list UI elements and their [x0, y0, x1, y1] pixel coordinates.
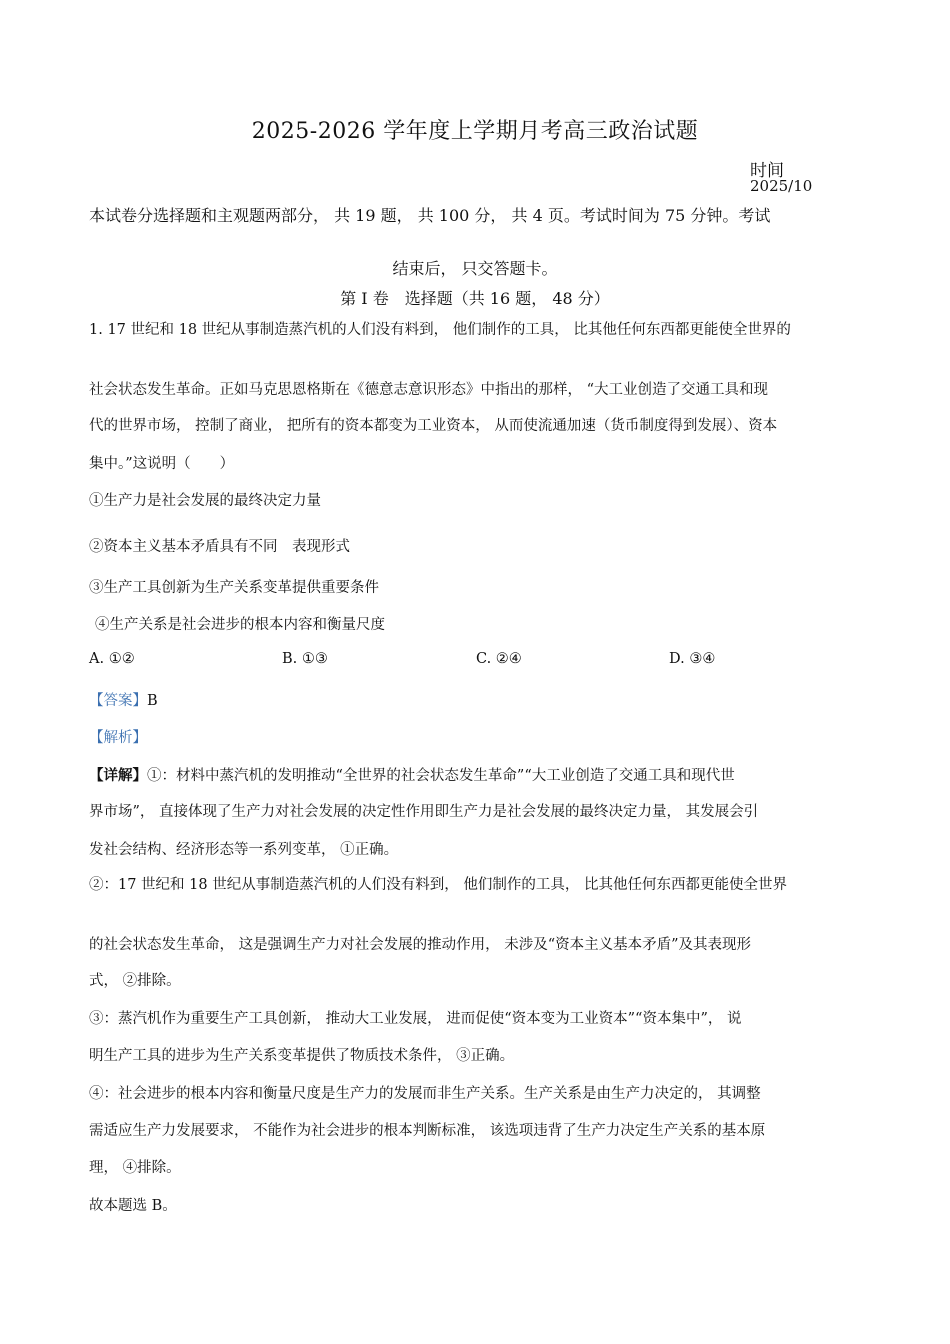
analysis-line: 发社会结构、经济形态等一系列变革， ①正确。	[89, 842, 399, 858]
analysis-line: 需适应生产力发展要求， 不能作为社会进步的根本判断标准， 该选项违背了生产力决定生产关系的基本原	[89, 1123, 766, 1139]
exam-instructions: 本试卷分选择题和主观题两部分， 共 19 题， 共 100 分， 共 4 页。考试时间为 75 分钟。考试	[89, 206, 771, 225]
option-a: A. ①②	[89, 651, 135, 667]
statement-item: ③生产工具创新为生产关系变革提供重要条件	[89, 580, 379, 596]
analysis-line: 界市场”， 直接体现了生产力对社会发展的决定性作用即生产力是社会发展的最终决定力量， 其发展会引	[89, 804, 759, 820]
analysis-line	[89, 764, 735, 785]
option-d: D. ③④	[669, 651, 716, 667]
question-stem-line: 集中。”这说明（ ）	[89, 456, 235, 472]
question-stem-line: 代的世界市场， 控制了商业， 把所有的资本都变为工业资本， 从而使流通加速（货币制度得到发展）、资本	[89, 418, 778, 434]
statement-item: ④生产关系是社会进步的根本内容和衡量尺度	[95, 617, 385, 633]
statement-item: ①生产力是社会发展的最终决定力量	[89, 493, 321, 509]
analysis-line: ④：社会进步的根本内容和衡量尺度是生产力的发展而非生产关系。生产关系是由生产力决定的， 其调整	[89, 1086, 761, 1102]
answer-tag: 【答案】	[89, 693, 147, 709]
statement-item: ②资本主义基本矛盾具有不同 表现形式	[89, 539, 350, 555]
time-label: 时间	[750, 161, 784, 181]
answer-row	[89, 689, 158, 710]
page-title: 2025-2026 学年度上学期月考高三政治试题	[251, 119, 699, 144]
detail-tag: 【详解】	[89, 767, 147, 784]
question-stem-line: 1. 17 世纪和 18 世纪从事制造蒸汽机的人们没有料到， 他们制作的工具， 比其他任何东西都更能使全世界的	[89, 322, 791, 338]
analysis-line: 理， ④排除。	[89, 1160, 181, 1176]
analysis-line: 的社会状态发生革命， 这是强调生产力对社会发展的推动作用， 未涉及“资本主义基本矛盾”及其表现形	[89, 937, 752, 953]
time-value: 2025/10	[750, 177, 813, 195]
analysis-line: 明生产工具的进步为生产关系变革提供了物质技术条件， ③正确。	[89, 1048, 515, 1064]
analysis-line: ②：17 世纪和 18 世纪从事制造蒸汽机的人们没有料到， 他们制作的工具， 比其他任何东西都更能使全世界	[89, 877, 787, 893]
analysis-tag: 【解析】	[89, 730, 147, 746]
analysis-line: 式， ②排除。	[89, 973, 181, 989]
option-b: B. ①③	[282, 651, 328, 667]
analysis-line: ③：蒸汽机作为重要生产工具创新， 推动大工业发展， 进而促使“资本变为工业资本”“资本集中”， 说	[89, 1011, 742, 1027]
answer-value: B	[147, 693, 158, 709]
exam-instructions-end: 结束后， 只交答题卡。	[392, 259, 558, 278]
analysis-text: ①：材料中蒸汽机的发明推动“全世界的社会状态发生革命”“大工业创造了交通工具和现代世	[147, 768, 735, 784]
conclusion: 故本题选 B。	[89, 1198, 177, 1214]
option-c: C. ②④	[476, 651, 522, 667]
section-title: 第 I 卷 选择题（共 16 题， 48 分）	[340, 289, 610, 308]
question-stem-line: 社会状态发生革命。正如马克思恩格斯在《德意志意识形态》中指出的那样， “大工业创造了交通工具和现	[89, 382, 769, 398]
